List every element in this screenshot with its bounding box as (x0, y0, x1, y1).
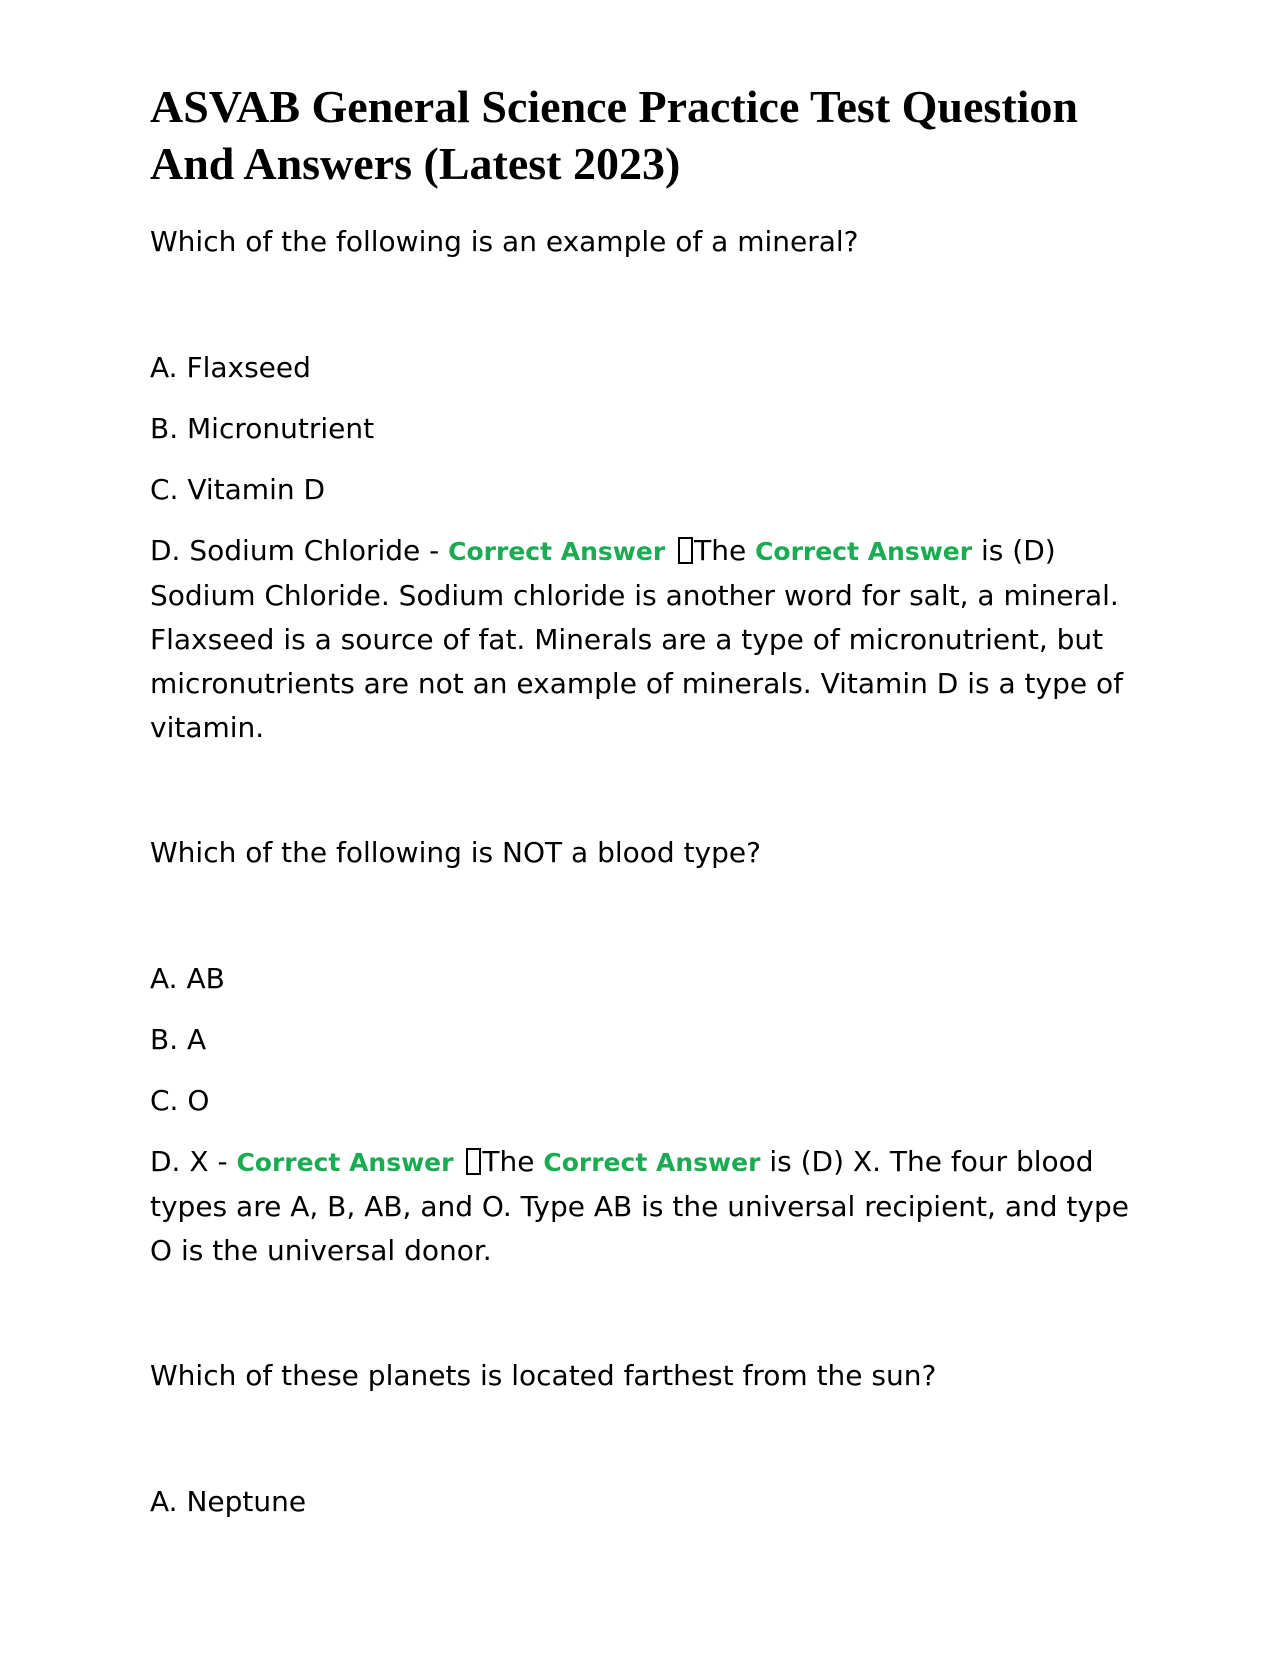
q3-option-a: A. Neptune (150, 1485, 307, 1518)
document-title: ASVAB General Science Practice Test Question And Answers (Latest 2023) (150, 81, 1078, 189)
q2-option-b: B. A (150, 1023, 207, 1056)
correct-answer-label: Correct Answer (448, 537, 666, 566)
q1-option-a: A. Flaxseed (150, 351, 311, 384)
q2-explanation: is (D) X. The four blood types are A, B, AB, and O. Type AB is the universal recipient, and type O is the universal donor. (150, 1145, 1129, 1267)
q1-explanation: is (D) Sodium Chloride. Sodium chloride is another word for salt, a mineral. Flaxseed is a source of fat. Minerals are a type of micronutrient, but micronutrients are not an example of minerals. Vitamin D is a type of vitamin. (150, 534, 1123, 744)
correct-answer-label: Correct Answer (236, 1148, 454, 1177)
correct-answer-label: Correct Answer (543, 1148, 761, 1177)
checkbox-glyph-icon (678, 537, 693, 564)
q1-option-d-answer (150, 529, 1130, 750)
q1-option-d: D. Sodium Chloride - (150, 534, 449, 567)
q1-option-b: B. Micronutrient (150, 412, 375, 445)
question-1: Which of the following is an example of a mineral? (150, 225, 859, 258)
checkbox-glyph-icon (466, 1148, 481, 1175)
correct-answer-label: Correct Answer (755, 537, 973, 566)
document-page (150, 78, 1130, 1541)
q2-the: The (482, 1145, 535, 1178)
q1-option-c: C. Vitamin D (150, 473, 326, 506)
q2-option-c: C. O (150, 1084, 210, 1117)
q2-option-d-answer (150, 1140, 1130, 1273)
q1-the: The (694, 534, 747, 567)
q2-option-a: A. AB (150, 962, 225, 995)
question-3: Which of these planets is located farthest from the sun? (150, 1359, 937, 1392)
q2-option-d: D. X - (150, 1145, 237, 1178)
question-2: Which of the following is NOT a blood type? (150, 836, 761, 869)
